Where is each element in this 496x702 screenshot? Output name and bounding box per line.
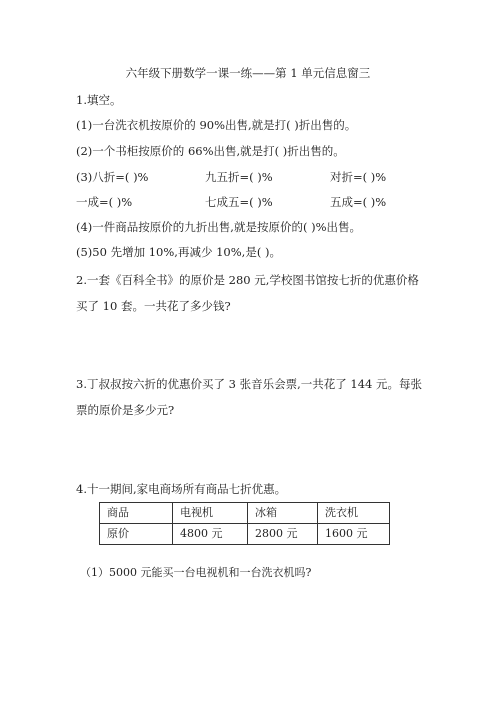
table-header-cell: 电视机 — [173, 503, 248, 524]
table-cell: 1600 元 — [318, 524, 390, 545]
fill-blank-wucheng: 五成=( )% — [330, 195, 387, 209]
table-row — [100, 503, 390, 524]
fill-blank-yicheng: 一成=( )% — [76, 195, 133, 209]
table-header-cell: 商品 — [100, 503, 173, 524]
table-cell: 原价 — [100, 524, 173, 545]
fill-blank-duizhe: 对折=( )% — [330, 170, 387, 184]
price-table — [99, 502, 390, 545]
table-header-cell: 冰箱 — [248, 503, 318, 524]
question-1-heading: 1.填空。 — [76, 93, 122, 107]
question-1-item-2: (2)一个书柜按原价的 66%出售,就是打( )折出售的。 — [76, 144, 345, 158]
page-title: 六年级下册数学一课一练——第 1 单元信息窗三 — [125, 66, 371, 80]
fill-blank-qichengwu: 七成五=( )% — [205, 195, 273, 209]
question-1-item-4: (4)一件商品按原价的九折出售,就是按原价的( )%出售。 — [76, 220, 361, 234]
question-1-item-1: (1)一台洗衣机按原价的 90%出售,就是打( )折出售的。 — [76, 118, 357, 132]
fill-blank-jiuwuzhe: 九五折=( )% — [205, 170, 273, 184]
question-4-sub-1: （1）5000 元能买一台电视机和一台洗衣机吗? — [80, 566, 312, 579]
question-1-item-5: (5)50 先增加 10%,再减少 10%,是( )。 — [76, 245, 281, 259]
fill-blank-bazhe: (3)八折=( )% — [76, 170, 149, 184]
table-cell: 4800 元 — [173, 524, 248, 545]
question-4-heading: 4.十一期间,家电商场所有商品七折优惠。 — [76, 482, 287, 496]
table-cell: 2800 元 — [248, 524, 318, 545]
question-3-line-2: 票的原价是多少元? — [76, 403, 175, 417]
question-3-line-1: 3.丁叔叔按六折的优惠价买了 3 张音乐会票,一共花了 144 元。每张 — [76, 377, 423, 391]
question-2-line-1: 2.一套《百科全书》的原价是 280 元,学校图书馆按七折的优惠价格 — [76, 273, 419, 287]
table-row — [100, 524, 390, 545]
question-2-line-2: 买了 10 套。一共花了多少钱? — [76, 299, 231, 313]
table-header-cell: 洗衣机 — [318, 503, 390, 524]
